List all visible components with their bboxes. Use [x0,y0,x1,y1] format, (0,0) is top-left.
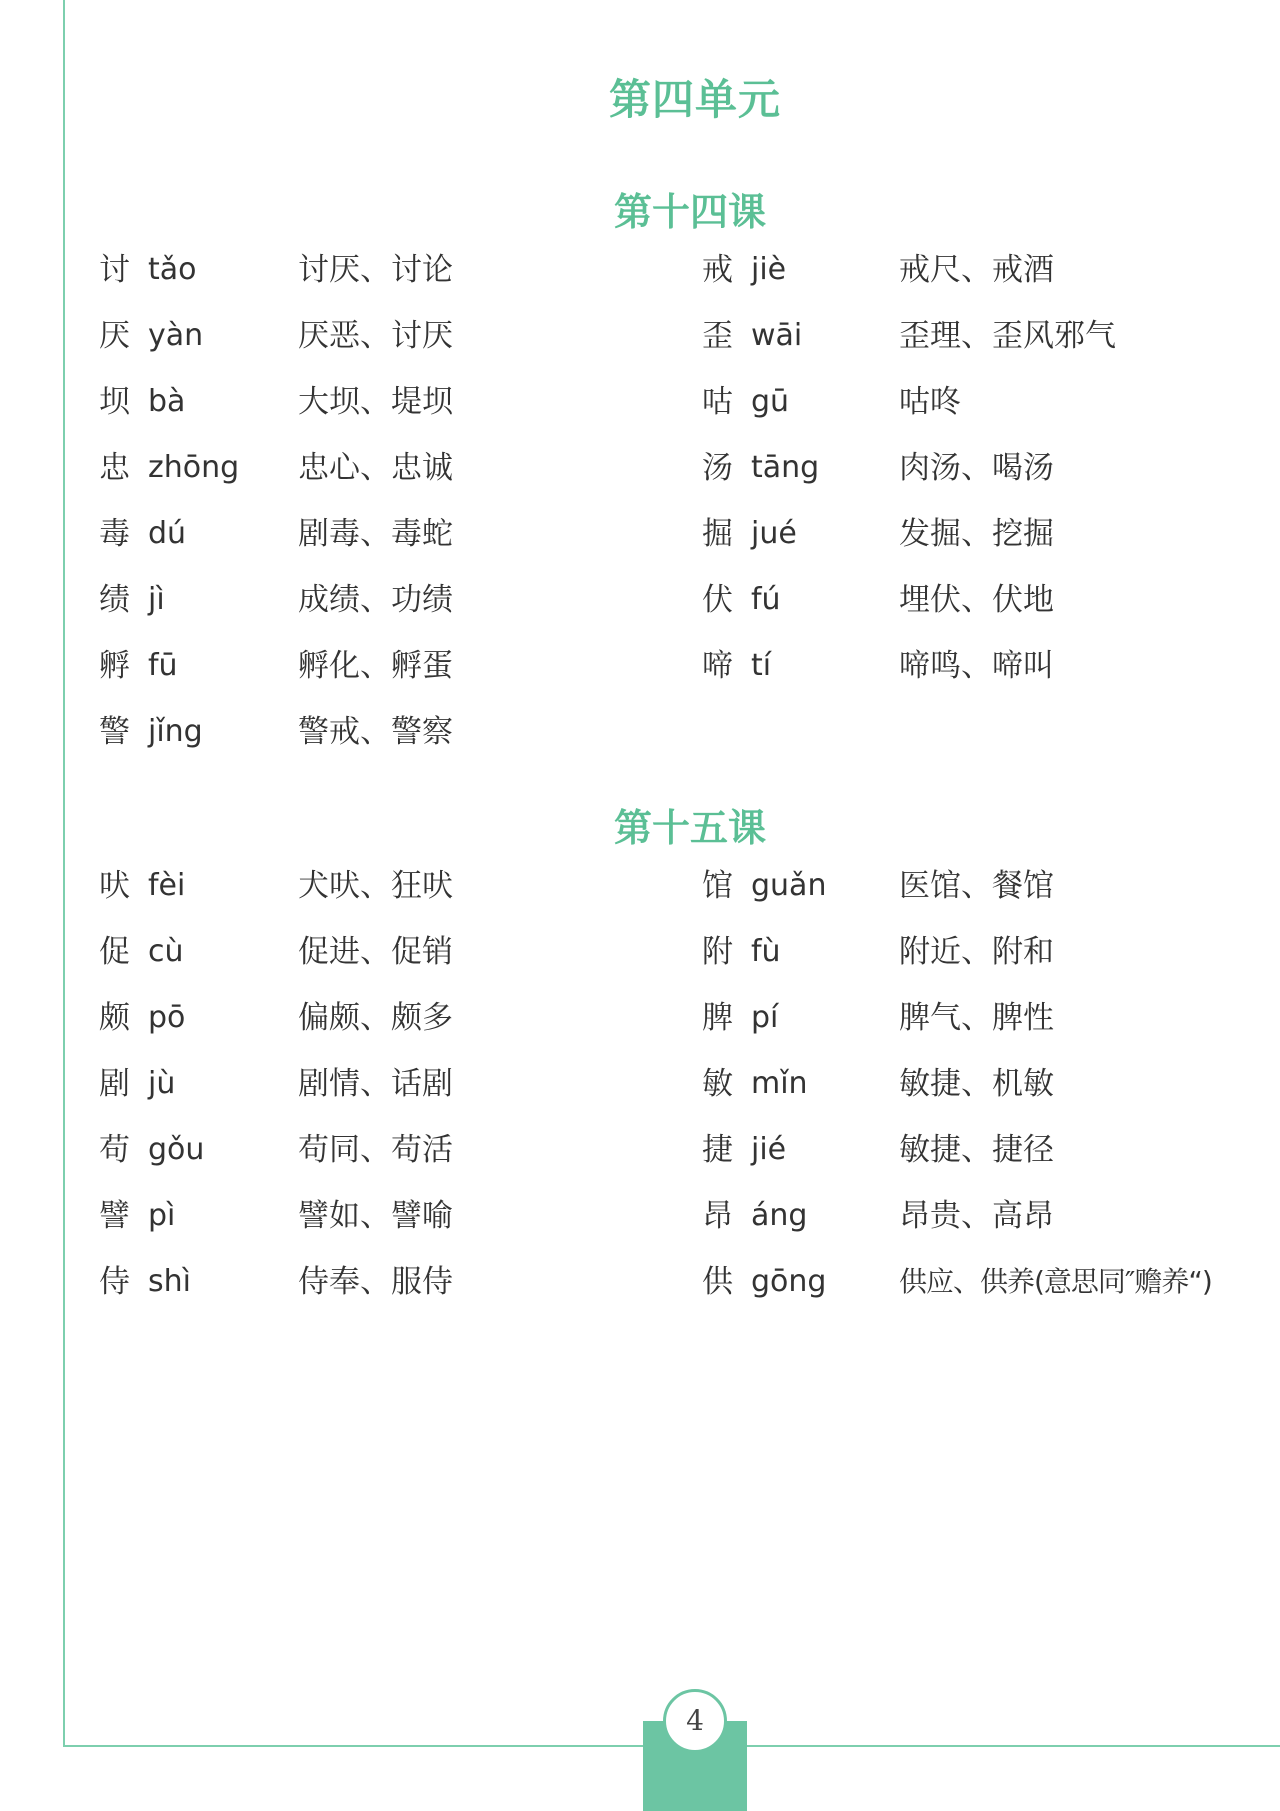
vocab-pinyin: dú [148,516,187,551]
vocab-words: 埋伏、伏地 [899,582,1054,618]
vocab-pinyin: wāi [751,318,803,353]
vocab-character: 绩 [99,582,130,618]
vocab-character: 颇 [99,1000,130,1036]
vocab-character: 附 [702,934,733,970]
vocab-pinyin: pō [148,1000,186,1035]
vocab-words: 肉汤、喝汤 [899,450,1054,486]
vocab-row [0,250,1280,316]
vocab-pinyin: tāng [751,450,820,485]
lesson-title: 第十五课 [613,806,766,850]
vocab-words: 剧毒、毒蛇 [298,516,453,552]
vocab-pinyin: pì [148,1198,176,1233]
vocab-character: 厌 [99,318,130,354]
vocab-character: 伏 [702,582,733,618]
vocab-pinyin: tí [751,648,772,683]
vocab-row [0,712,1280,778]
vocab-character: 歪 [702,318,733,354]
vocab-pinyin: áng [751,1198,808,1233]
lesson-title: 第十四课 [613,190,766,234]
vocab-character: 捷 [702,1132,733,1168]
vocab-words: 促进、促销 [298,934,453,970]
vocab-character: 孵 [99,648,130,684]
vocab-words: 譬如、譬喻 [298,1198,453,1234]
vocab-character: 吠 [99,868,130,904]
vocab-pinyin: pí [751,1000,779,1035]
vocab-pinyin: jù [148,1066,176,1101]
vocab-character: 忠 [99,450,130,486]
vocab-words: 昂贵、高昂 [899,1198,1054,1234]
page-number: 4 [663,1689,727,1753]
vocab-character: 讨 [99,252,130,288]
vocab-character: 警 [99,714,130,750]
vocab-character: 啼 [702,648,733,684]
vocab-character: 譬 [99,1198,130,1234]
vocab-words: 忠心、忠诚 [298,450,453,486]
vocab-words: 大坝、堤坝 [298,384,453,420]
vocab-character: 馆 [702,868,733,904]
vocab-pinyin: yàn [148,318,204,353]
vocab-row [0,932,1280,998]
vocab-pinyin: jì [148,582,165,617]
vocab-pinyin: shì [148,1264,191,1299]
vocab-words: 附近、附和 [899,934,1054,970]
vocab-pinyin: zhōng [148,450,240,485]
vocab-row [0,1262,1280,1328]
vocab-character: 侍 [99,1264,130,1300]
vocab-pinyin: guǎn [751,868,827,903]
vocab-row [0,1196,1280,1262]
vocab-words: 侍奉、服侍 [298,1264,453,1300]
vocab-words: 敏捷、捷径 [899,1132,1054,1168]
vocab-row [0,514,1280,580]
vocab-pinyin: cù [148,934,184,969]
vocab-words: 犬吠、狂吠 [298,868,453,904]
vocab-words: 厌恶、讨厌 [298,318,453,354]
vocab-pinyin: bà [148,384,186,419]
vocab-character: 脾 [702,1000,733,1036]
vocab-character: 敏 [702,1066,733,1102]
vocab-character: 汤 [702,450,733,486]
vocab-words: 孵化、孵蛋 [298,648,453,684]
vocab-pinyin: gōng [751,1264,827,1299]
vocab-character: 戒 [702,252,733,288]
vocab-words: 医馆、餐馆 [899,868,1054,904]
vocab-row [0,448,1280,514]
vocab-character: 掘 [702,516,733,552]
vocab-words: 咕咚 [899,384,961,420]
vocab-character: 坝 [99,384,130,420]
vocab-row [0,316,1280,382]
vocab-row [0,382,1280,448]
vocab-pinyin: fù [751,934,781,969]
vocab-character: 苟 [99,1132,130,1168]
vocab-words: 讨厌、讨论 [298,252,453,288]
vocab-words: 警戒、警察 [298,714,453,750]
vocab-pinyin: fèi [148,868,186,903]
vocab-words: 脾气、脾性 [899,1000,1054,1036]
vocab-pinyin: fū [148,648,178,683]
vocab-pinyin: mǐn [751,1066,808,1101]
vocab-words: 敏捷、机敏 [899,1066,1054,1102]
vocab-character: 毒 [99,516,130,552]
vocab-character: 剧 [99,1066,130,1102]
vocab-character: 供 [702,1264,733,1300]
vocab-words: 发掘、挖掘 [899,516,1054,552]
vocab-words: 成绩、功绩 [298,582,453,618]
vocab-pinyin: gū [751,384,790,419]
vocab-pinyin: tǎo [148,252,197,287]
vocab-row [0,998,1280,1064]
vocab-pinyin: fú [751,582,781,617]
vocab-words: 戒尺、戒酒 [899,252,1054,288]
vocab-pinyin: gǒu [148,1132,205,1167]
vocab-character: 促 [99,934,130,970]
vocab-words: 苟同、苟活 [298,1132,453,1168]
vocab-words: 供应、供养(意思同″赡养“) [899,1265,1212,1298]
vocab-character: 咕 [702,384,733,420]
vocab-words: 剧情、话剧 [298,1066,453,1102]
vocab-character: 昂 [702,1198,733,1234]
vocab-words: 歪理、歪风邪气 [899,318,1116,354]
vocab-pinyin: jǐng [148,714,203,749]
vocab-row [0,1064,1280,1130]
vocab-row [0,866,1280,932]
vocab-pinyin: jié [751,1132,787,1167]
vocab-words: 啼鸣、啼叫 [899,648,1054,684]
unit-title: 第四单元 [608,75,781,124]
vocab-words: 偏颇、颇多 [298,1000,453,1036]
vocab-row [0,646,1280,712]
vocab-pinyin: jué [751,516,797,551]
vocab-row [0,1130,1280,1196]
vocab-row [0,580,1280,646]
vocab-pinyin: jiè [751,252,787,287]
